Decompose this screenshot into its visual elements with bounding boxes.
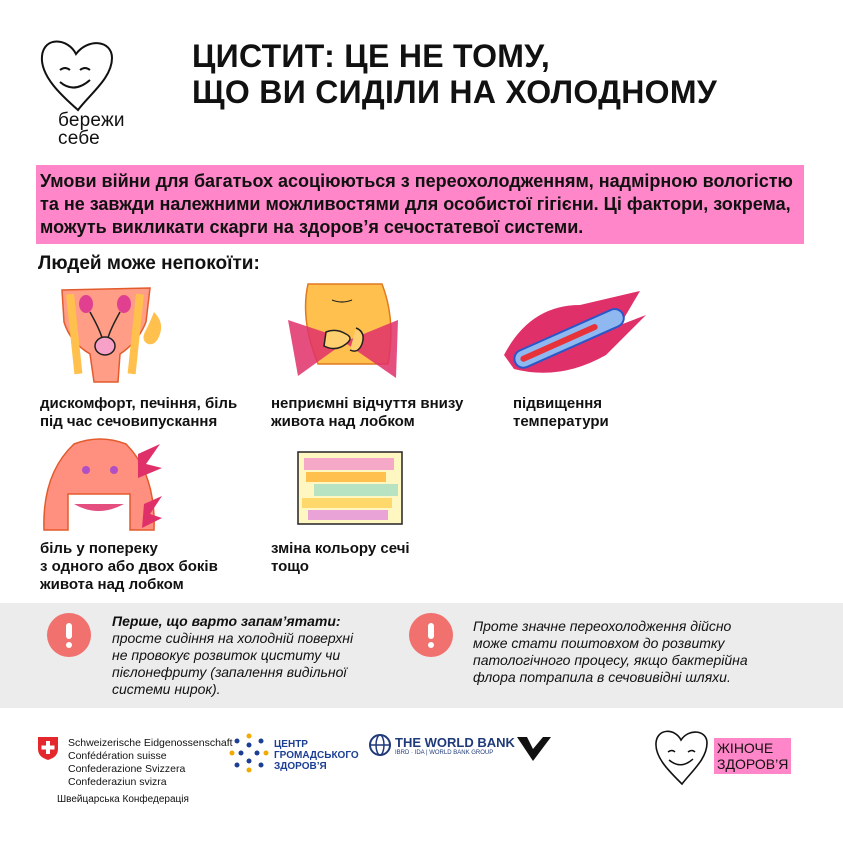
swiss-flag-icon (36, 735, 60, 761)
pelvis-burning-illustration (40, 282, 180, 390)
abdomen-pain-illustration (278, 280, 408, 388)
womens-health-line1: ЖІНОЧЕ (717, 740, 774, 756)
brand-name (58, 112, 125, 148)
lower-back-pain-illustration (34, 434, 164, 534)
thermometer-fever-illustration (500, 285, 650, 385)
symptoms-heading: Людей може непокоїти: (38, 253, 260, 274)
swiss-line3: Confederazione Svizzera (68, 763, 186, 775)
intro-paragraph: Умови війни для багатьох асоціюються з переохолодженням, надмірною вологістю та не завжди належними можливостями для особистої гігієни. Ці фактори, зокрема, можуть викликати скарги на здоров’я сечостатевої системи. (36, 165, 804, 244)
phc-logo-text (274, 739, 359, 772)
heart-smile-icon (38, 36, 118, 114)
heart-smile-icon (654, 728, 710, 791)
urine-color-illustration (294, 448, 406, 528)
symptom-4-line2: з одного або двох боків (40, 558, 218, 575)
page-title (192, 38, 717, 110)
symptom-3-line1: підвищення (513, 395, 603, 412)
brand-line1: бережи (58, 110, 125, 131)
note-first-line4: системи нирок). (112, 681, 221, 697)
symptom-caption-4 (40, 540, 218, 594)
exclamation-icon (47, 613, 91, 657)
symptom-caption-3 (513, 395, 609, 431)
womens-health-line2: ЗДОРОВ’Я (717, 756, 789, 772)
symptom-4-line3: живота над лобком (40, 576, 184, 593)
world-bank-globe-icon (368, 733, 392, 762)
swiss-confederation-names (68, 737, 233, 789)
symptom-caption-2 (271, 395, 463, 431)
note-second-line4: флора потрапила в сечовивідні шляхи. (473, 669, 731, 685)
swiss-confederation-ua: Швейцарська Конфедерація (57, 794, 189, 805)
phc-logo-icon (228, 732, 270, 779)
v-logo-icon (515, 735, 553, 768)
womens-health-label (714, 738, 791, 774)
note-second-line1: Проте значне переохолодження дійсно (473, 618, 732, 634)
symptom-2-line2: живота над лобком (271, 413, 415, 430)
world-bank-name: THE WORLD BANK (395, 735, 515, 750)
note-first (112, 613, 382, 698)
symptom-caption-5 (271, 540, 410, 576)
title-line1: ЦИСТИТ: ЦЕ НЕ ТОМУ, (192, 38, 551, 74)
swiss-line4: Confederaziun svizra (68, 776, 167, 788)
note-second (473, 618, 793, 686)
note-first-line2: не провокує розвиток циститу чи (112, 647, 341, 663)
phc-line2: ГРОМАДСЬКОГО (274, 750, 359, 761)
swiss-line1: Schweizerische Eidgenossenschaft (68, 737, 233, 749)
phc-line1: ЦЕНТР (274, 739, 308, 750)
symptom-5-line1: зміна кольору сечі (271, 540, 410, 557)
world-bank-sub: IBRD · IDA | WORLD BANK GROUP (395, 750, 494, 756)
symptom-5-line2: тощо (271, 558, 309, 575)
note-first-line1: просте сидіння на холодній поверхні (112, 630, 354, 646)
phc-line3: ЗДОРОВ’Я (274, 761, 327, 772)
brand-line2: себе (58, 128, 100, 149)
note-second-line2: може стати поштовхом до розвитку (473, 635, 725, 651)
symptom-2-line1: неприємні відчуття внизу (271, 395, 464, 412)
symptom-1-line2: під час сечовипускання (40, 413, 218, 430)
exclamation-icon (409, 613, 453, 657)
title-line2: ЩО ВИ СИДІЛИ НА ХОЛОДНОМУ (192, 74, 718, 110)
note-first-line3: пієлонефриту (запалення видільної (112, 664, 347, 680)
symptom-caption-1 (40, 395, 237, 431)
note-first-heading: Перше, що варто запам’ятати: (112, 613, 341, 629)
swiss-line2: Confédération suisse (68, 750, 167, 762)
note-second-line3: патологічного процесу, якщо бактерійна (473, 652, 748, 668)
symptom-4-line1: біль у попереку (40, 540, 158, 557)
symptom-1-line1: дискомфорт, печіння, біль (40, 395, 238, 412)
brand-logo (38, 36, 118, 119)
symptom-3-line2: температури (513, 413, 609, 430)
